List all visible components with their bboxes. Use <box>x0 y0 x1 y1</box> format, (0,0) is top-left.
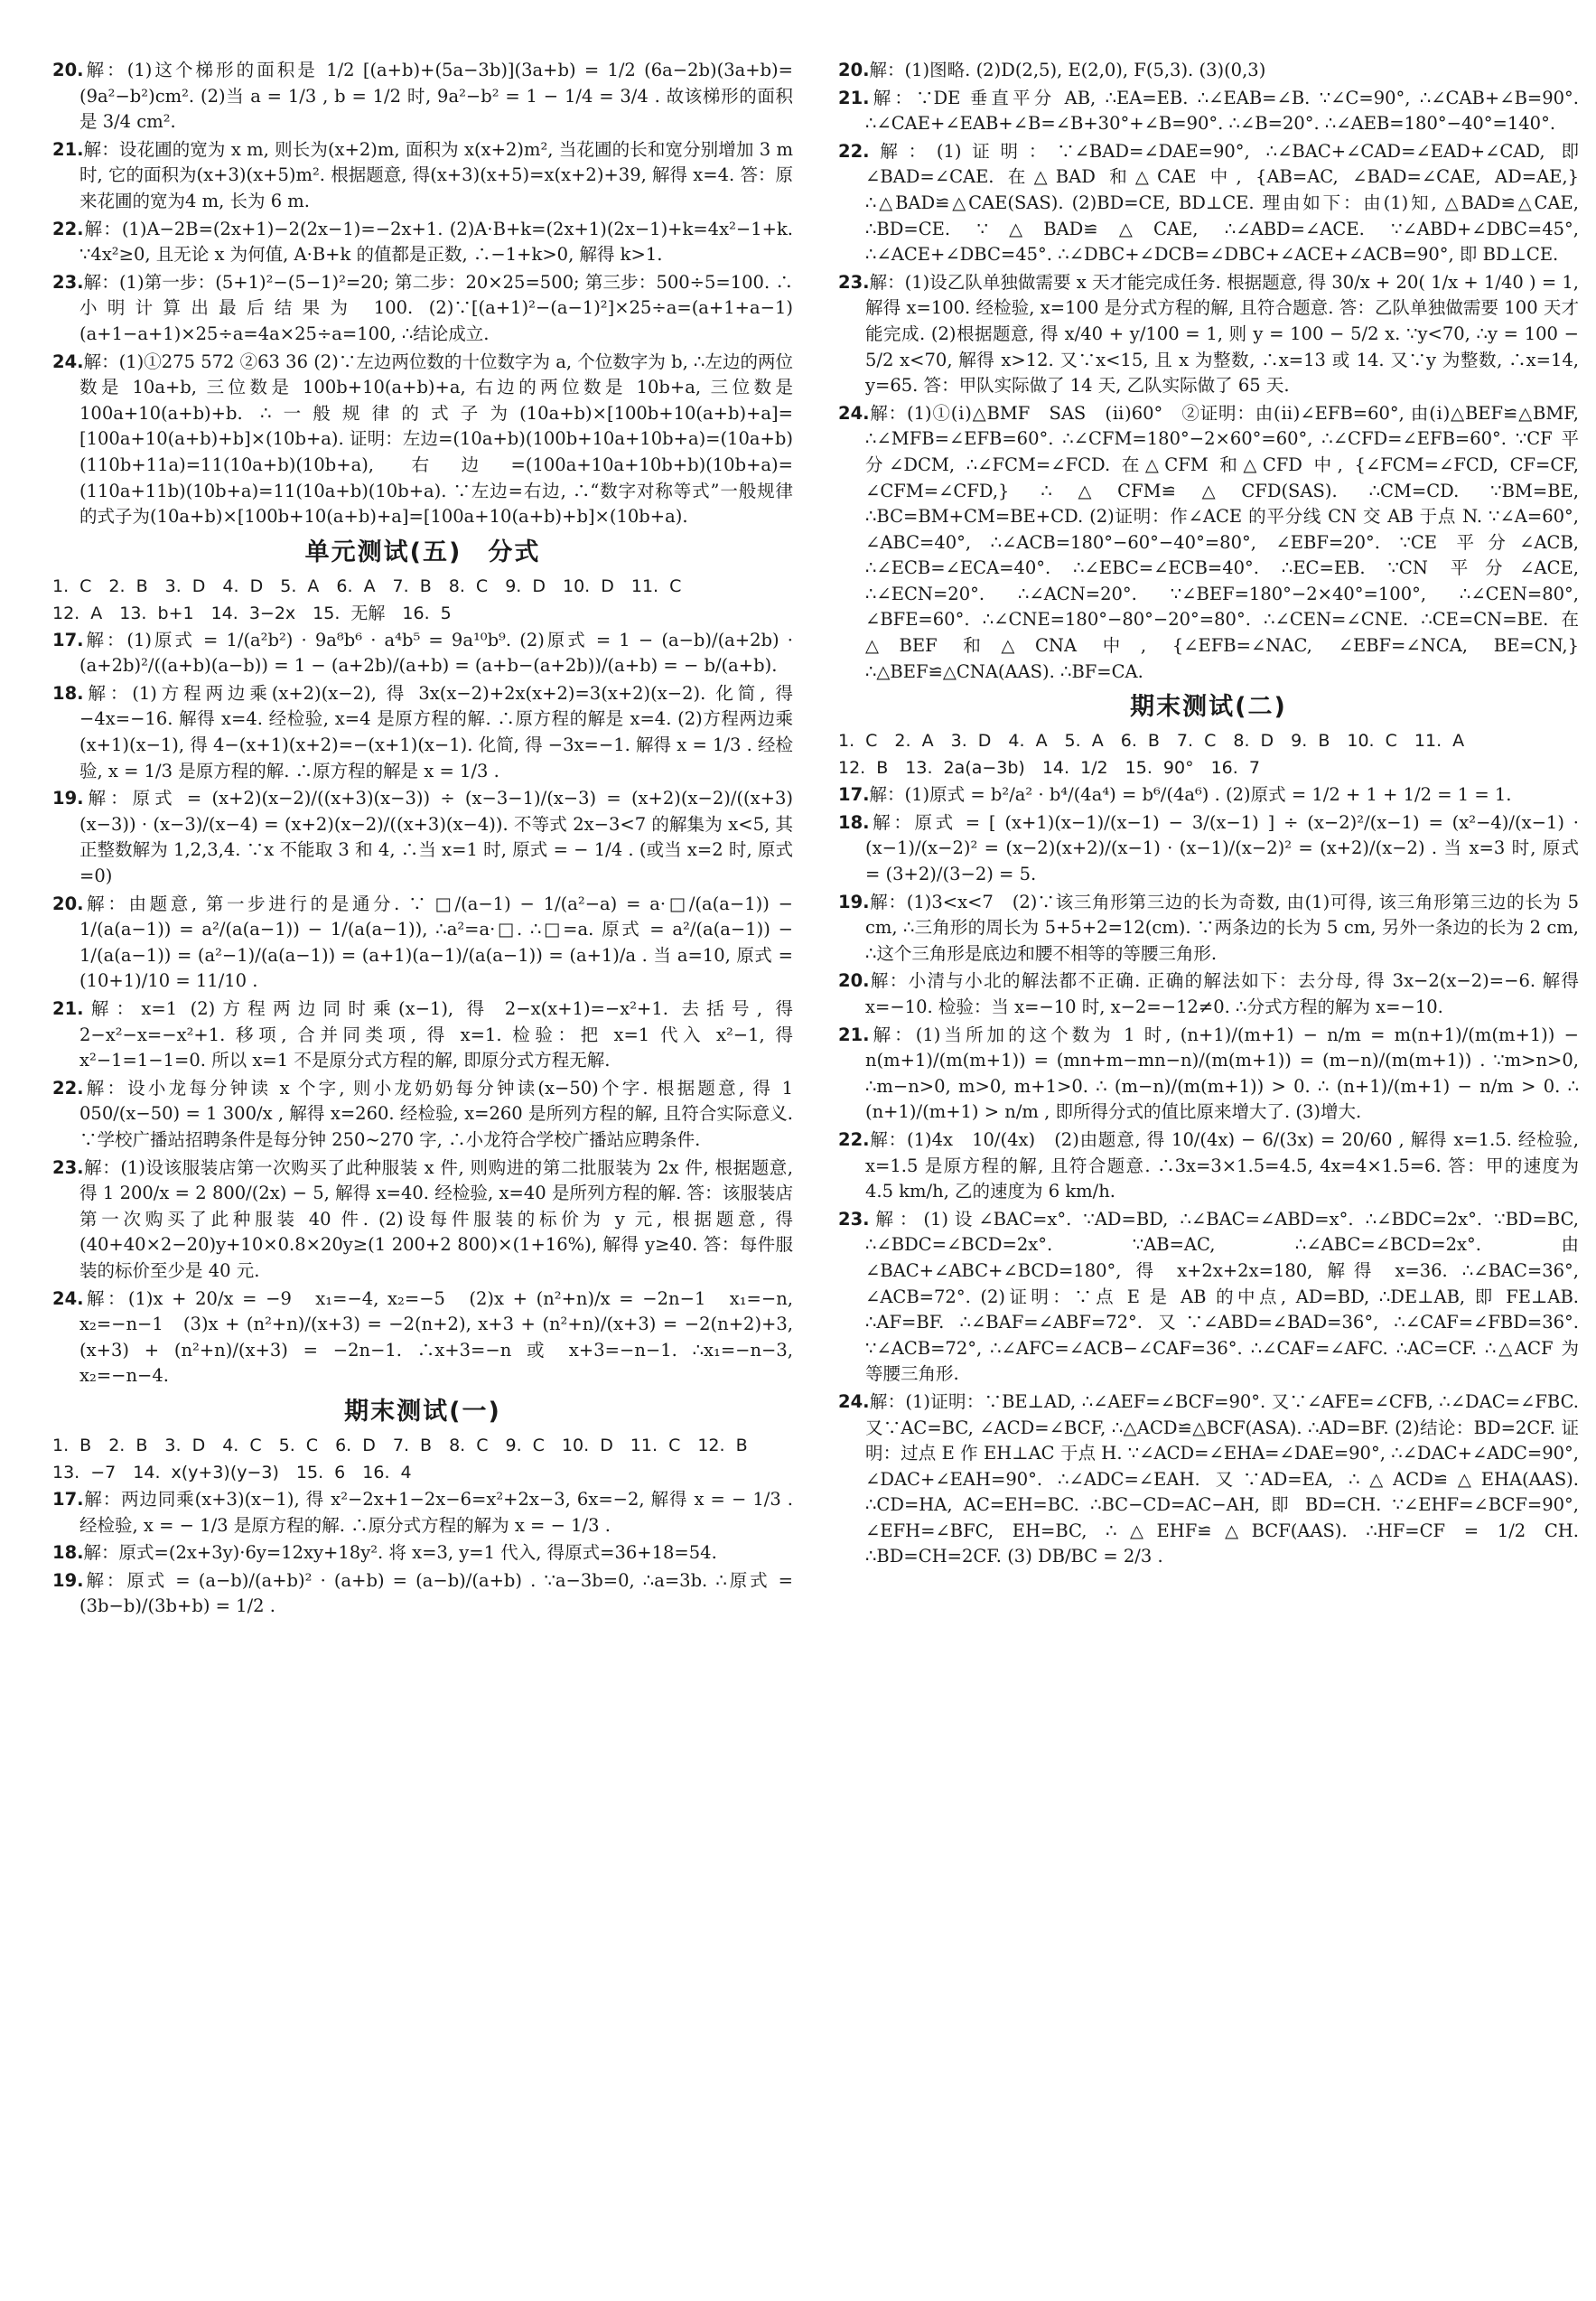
answer-key-row: 12. B 13. 2a(a−3b) 14. 1/2 15. 90° 16. 7 <box>838 758 1260 779</box>
problem-number: 22. <box>52 218 84 239</box>
solution-text: 解：设小龙每分钟读 x 个字, 则小龙奶奶每分钟读(x−50)个字. 根据题意, 得 1 050/(x−50) = 1 300/x , 解得 x=260. 经检验, x=260 是所列方程的解, 且符合实际意义. ∵学校广播站招聘条件是每分钟 250~270 字, ∴小龙符合学校广播站应聘条件. <box>79 1077 793 1150</box>
solution-paragraph <box>52 1487 793 1539</box>
section-heading: 期末测试(一) <box>344 1397 501 1426</box>
solution-text: 解：(1)①275 572 ②63 36 (2)∵左边两位数的十位数字为 a, 个位数字为 b, ∴左边的两位数是 10a+b, 三位数是 100b+10(a+b)+a, 右边的两位数是 10b+a, 三位数是 100a+10(a+b)+b. ∴一般规律的式子为(10a+b)×[100b+10(a+b)+a]=[100a+10(a+b)+b]×(10b+a). 证明：左边=(10a+b)(100b+10a+10b+a)=(10a+b)(110b+11a)=11(10a+b)(10b+a), 右边=(100a+10a+10b+b)(10b+a)=(110a+11b)(10b+a)=11(10a+b)(10b+a). ∵左边=右边, ∴“数字对称等式”一般规律的式子为(10a+b)×[100b+10(a+b)+a]=[100a+10(a+b)+b]×(10b+a). <box>79 351 793 528</box>
problem-number: 18. <box>52 682 84 704</box>
solution-paragraph <box>838 782 1579 809</box>
solution-text: 解：(1)设乙队单独做需要 x 天才能完成任务. 根据题意, 得 30/x + 20( 1/x + 1/40 ) = 1, 解得 x=100. 经检验, x=100 是分式方程的解, 且符合题意. 答：乙队单独做需要 100 天才能完成. (2)根据题意, 得 x/40 + y/100 = 1, 则 y = 100 − 5/2 x. ∵y<70, ∴y = 100 − 5/2 x<70, 解得 x>12. 又∵x<15, 且 x 为整数, ∴x=13 或 14. 又∵y 为整数, ∴x=14, y=65. 答：甲队实际做了 14 天, 乙队实际做了 65 天. <box>865 271 1579 397</box>
problem-number: 24. <box>52 351 84 372</box>
section-heading: 期末测试(二) <box>1130 693 1287 722</box>
solution-text: 解：(1)证明：∵BE⊥AD, ∴∠AEF=∠BCF=90°. 又∵∠AFE=∠CFB, ∴∠DAC=∠FBC. 又∵AC=BC, ∠ACD=∠BCF, ∴△ACD≌△BCF(ASA). ∴AD=BF. (2)结论：BD=2CF. 证明：过点 E 作 EH⊥AC 于点 H. ∵∠ACD=∠EHA=∠DAE=90°, ∴∠DAC+∠ADC=90°, ∠DAC+∠EAH=90°. ∴∠ADC=∠EAH. 又∵AD=EA, ∴△ACD≌△EHA(AAS). ∴CD=HA, AC=EH=BC. ∴BC−CD=AC−AH, 即 BD=CH. ∵∠EHF=∠BCF=90°, ∠EFH=∠BFC, EH=BC, ∴△EHF≌△BCF(AAS). ∴HF=CF = 1/2 CH. ∴BD=CH=2CF. (3) DB/BC = 2/3 . <box>865 1390 1579 1567</box>
problem-number: 18. <box>52 1542 84 1564</box>
problem-number: 22. <box>52 1077 84 1099</box>
solution-text: 解：(1)图略. (2)D(2,5), E(2,0), F(5,3). (3)(0,3) <box>869 60 1266 80</box>
solution-text: 解：设花圃的宽为 x m, 则长为(x+2)m, 面积为 x(x+2)m², 当花圃的长和宽分别增加 3 m 时, 它的面积为(x+3)(x+5)m². 根据题意, 得(x+3)(x+5)=x(x+2)+39, 解得 x=4. 答：原来花圃的宽为4 m, 长为 6 m. <box>79 138 793 211</box>
problem-number: 23. <box>52 1156 84 1178</box>
solution-paragraph <box>838 58 1579 84</box>
problem-number: 18. <box>838 811 870 833</box>
solution-text: 解：(1)①(ⅰ)△BMF SAS (ⅱ)60° ②证明：由(ⅱ)∠EFB=60°, 由(ⅰ)△BEF≌△BMF, ∴∠MFB=∠EFB=60°. ∴∠CFM=180°−2×60°=60°, ∴∠CFD=∠EFB=60°. ∵CF 平分∠DCM, ∴∠FCM=∠FCD. 在△CFM 和△CFD 中, {∠FCM=∠FCD, CF=CF, ∠CFM=∠CFD,} ∴△CFM≌△CFD(SAS). ∴CM=CD. ∵BM=BE, ∴BC=BM+CM=BE+CD. (2)证明：作∠ACE 的平分线 CN 交 AB 于点 N. ∵∠A=60°, ∠ABC=40°, ∴∠ACB=180°−60°−40°=80°, ∠EBF=20°. ∵CE 平分∠ACB, ∴∠ECB=∠ECA=40°. ∴∠EBC=∠ECB=40°. ∴EC=EB. ∵CN 平分∠ACE, ∴∠ECN=20°. ∴∠ACN=20°. ∵∠BEF=180°−2×40°=100°, ∴∠CEN=80°, ∠BFE=60°. ∴∠CNE=180°−80°−20°=80°. ∴∠CEN=∠CNE. ∴CE=CN=BE. 在△BEF 和△CNA 中, {∠EFB=∠NAC, ∠EBF=∠NCA, BE=CN,} ∴△BEF≌△CNA(AAS). ∴BF=CA. <box>865 402 1579 682</box>
solution-text: 解：(1)x + 20/x = −9 x₁=−4, x₂=−5 (2)x + (n²+n)/x = −2n−1 x₁=−n, x₂=−n−1 (3)x + (n²+n)/(x+3) = −2(n+2), x+3 + (n²+n)/(x+3) = −2(n+2)+3, (x+3) + (n²+n)/(x+3) = −2n−1. ∴x+3=−n 或 x+3=−n−1. ∴x₁=−n−3, x₂=−n−4. <box>79 1287 793 1387</box>
solution-paragraph <box>52 1540 793 1567</box>
problem-number: 24. <box>838 1390 870 1412</box>
section-heading: 单元测试(五) 分式 <box>304 538 541 566</box>
answer-key-row: 1. C 2. A 3. D 4. A 5. A 6. B 7. C 8. D 9. B 10. C 11. A <box>838 731 1465 752</box>
solution-text: 解：(1)A−2B=(2x+1)−2(2x−1)=−2x+1. (2)A·B+k=(2x+1)(2x−1)+k=4x²−1+k. ∵4x²≥0, 且无论 x 为何值, A·B+k 的值都是正数, ∴−1+k>0, 解得 k>1. <box>79 218 793 266</box>
solution-paragraph <box>52 996 793 1074</box>
solution-paragraph <box>838 890 1579 968</box>
solution-text: 解：(1)原式 = 1/(a²b²) · 9a⁸b⁶ · a⁴b⁵ = 9a¹⁰b⁹. (2)原式 = 1 − (a−b)/(a+2b) · (a+2b)²/((a+b)(a−b)) = 1 − (a+2b)/(a+b) = (a+b−(a+2b))/(a+b) = − b/(a+b). <box>79 629 793 677</box>
right-column <box>838 58 1579 1572</box>
problem-number: 21. <box>52 138 84 160</box>
solution-text: 解：由题意, 第一步进行的是通分. ∵ □/(a−1) − 1/(a²−a) = a·□/(a(a−1)) − 1/(a(a−1)) = a²/(a(a−1)) − 1/(a(a−1)), ∴a²=a·□. ∴□=a. 原式 = a²/(a(a−1)) − 1/(a(a−1)) = (a²−1)/(a(a−1)) = (a+1)(a−1)/(a(a−1)) = (a+1)/a . 当 a=10, 原式 = (10+1)/10 = 11/10 . <box>79 893 793 992</box>
problem-number: 20. <box>52 893 84 914</box>
problem-number: 20. <box>838 970 870 992</box>
solution-paragraph <box>838 968 1579 1020</box>
problem-number: 21. <box>52 998 84 1019</box>
solution-paragraph <box>838 1389 1579 1570</box>
solution-paragraph <box>838 1127 1579 1205</box>
problem-number: 20. <box>838 60 870 80</box>
problem-number: 23. <box>838 271 870 293</box>
problem-number: 24. <box>52 1287 84 1309</box>
solution-text: 解：(1)4x 10/(4x) (2)由题意, 得 10/(4x) − 6/(3x) = 20/60 , 解得 x=1.5. 经检验, x=1.5 是原方程的解, 且符合题意. ∴3x=3×1.5=4.5, 4x=4×1.5=6. 答：甲的速度为 4.5 km/h, 乙的速度为 6 km/h. <box>865 1128 1579 1202</box>
problem-number: 17. <box>52 1488 84 1510</box>
answer-key-row: 1. C 2. B 3. D 4. D 5. A 6. A 7. B 8. C 9. D 10. D 11. C <box>52 575 682 596</box>
solution-text: 解：(1)设∠BAC=x°. ∵AD=BD, ∴∠BAC=∠ABD=x°. ∴∠BDC=2x°. ∵BD=BC, ∴∠BDC=∠BCD=2x°. ∵AB=AC, ∴∠ABC=∠BCD=2x°. 由∠BAC+∠ABC+∠BCD=180°, 得 x+2x+2x=180, 解得 x=36. ∴∠BAC=36°, ∠ACB=72°. (2)证明：∵点 E 是 AB 的中点, AD=BD, ∴DE⊥AB, 即 FE⊥AB. ∴AF=BF. ∴∠BAF=∠ABF=72°. 又∵∠ABD=∠BAD=36°, ∴∠CAF=∠FBD=36°. ∵∠ACB=72°, ∴∠AFC=∠ACB−∠CAF=36°. ∴∠CAF=∠AFC. ∴AC=CF. ∴△ACF 为等腰三角形. <box>865 1208 1579 1385</box>
solution-paragraph <box>838 1023 1579 1126</box>
left-column <box>52 58 793 1622</box>
solution-paragraph <box>52 270 793 348</box>
problem-number: 22. <box>838 140 870 162</box>
solution-paragraph <box>838 401 1579 686</box>
problem-number: 19. <box>52 788 84 809</box>
solution-paragraph <box>52 892 793 995</box>
solution-text: 解：(1)原式 = b²/a² · b⁴/(4a⁴) = b⁶/(4a⁶) . (2)原式 = 1/2 + 1 + 1/2 = 1 = 1. <box>869 784 1512 806</box>
solution-text: 解：(1)方程两边乘(x+2)(x−2), 得 3x(x−2)+2x(x+2)=3(x+2)(x−2). 化简, 得 −4x=−16. 解得 x=4. 经检验, x=4 是原方程的解. ∴原方程的解是 x=4. (2)方程两边乘(x+1)(x−1), 得 4−(x+1)(x+2)=−(x+1)(x−1). 化简, 得 −3x=−1. 解得 x = 1/3 . 经检验, x = 1/3 是原方程的解. ∴原方程的解是 x = 1/3 . <box>79 682 793 781</box>
solution-text: 解：(1)设该服装店第一次购买了此种服装 x 件, 则购进的第二批服装为 2x 件, 根据题意, 得 1 200/x = 2 800/(2x) − 5, 解得 x=40. 经检验, x=40 是所列方程的解. 答：该服装店第一次购买了此种服装 40 件. (2)设每件服装的标价为 y 元, 根据题意, 得(40+40×2−20)y+10×0.8×20y≥(1 200+2 800)×(1+16%), 解得 y≥40. 答：每件服装的标价至少是 40 元. <box>79 1156 793 1281</box>
solution-paragraph <box>838 810 1579 888</box>
problem-number: 21. <box>838 1024 870 1045</box>
solution-paragraph <box>52 681 793 784</box>
problem-number: 21. <box>838 87 870 108</box>
answer-key-row: 12. A 13. b+1 14. 3−2x 15. 无解 16. 5 <box>52 603 452 623</box>
solution-paragraph <box>838 139 1579 268</box>
solution-paragraph <box>52 350 793 530</box>
solution-text: 解：(1)当所加的这个数为 1 时, (n+1)/(m+1) − n/m = m(n+1)/(m(m+1)) − n(m+1)/(m(m+1)) = (mn+m−mn−n)/(m(m+1)) = (m−n)/(m(m+1)) . ∵m>n>0, ∴m−n>0, m>0, m+1>0. ∴ (m−n)/(m(m+1)) > 0. ∴ (n+1)/(m+1) − n/m > 0. ∴ (n+1)/(m+1) > n/m , 即所得分式的值比原来增大了. (3)增大. <box>865 1024 1579 1123</box>
solution-paragraph <box>52 1155 793 1285</box>
problem-number: 23. <box>52 271 84 293</box>
solution-text: 解：(1)这个梯形的面积是 1/2 [(a+b)+(5a−3b)](3a+b) = 1/2 (6a−2b)(3a+b)=(9a²−b²)cm². (2)当 a = 1/3 , b = 1/2 时, 9a²−b² = 1 − 1/4 = 3/4 . 故该梯形的面积是 3/4 cm². <box>79 60 793 133</box>
answer-key-row: 1. B 2. B 3. D 4. C 5. C 6. D 7. B 8. C 9. C 10. D 11. C 12. B <box>52 1435 748 1455</box>
solution-text: 解：原式 = (x+2)(x−2)/((x+3)(x−3)) ÷ (x−3−1)/(x−3) = (x+2)(x−2)/((x+3)(x−3)) · (x−3)/(x−4) = (x+2)(x−2)/((x+3)(x−4)). 不等式 2x−3<7 的解集为 x<5, 其正整数解为 1,2,3,4. ∵x 不能取 3 和 4, ∴当 x=1 时, 原式 = − 1/4 . (或当 x=2 时, 原式=0) <box>79 788 793 887</box>
solution-text: 解：原式=(2x+3y)·6y=12xy+18y². 将 x=3, y=1 代入, 得原式=36+18=54. <box>83 1542 717 1564</box>
problem-number: 19. <box>838 891 870 912</box>
problem-number: 23. <box>838 1208 870 1230</box>
solution-paragraph <box>52 137 793 215</box>
problem-number: 19. <box>52 1569 84 1591</box>
solution-paragraph <box>52 1076 793 1154</box>
solution-text: 解：原式 = (a−b)/(a+b)² · (a+b) = (a−b)/(a+b) . ∵a−3b=0, ∴a=3b. ∴原式 = (3b−b)/(3b+b) = 1/2 . <box>79 1569 793 1617</box>
problem-number: 17. <box>838 784 870 806</box>
solution-paragraph <box>52 1286 793 1389</box>
solution-text: 解：(1)第一步：(5+1)²−(5−1)²=20; 第二步：20×25=500; 第三步：500÷5=100. ∴小明计算出最后结果为 100. (2)∵[(a+1)²−(a−1)²]×25÷a=(a+1+a−1)(a+1−a+1)×25÷a=4a×25÷a=100, ∴结论成立. <box>79 271 793 344</box>
solution-paragraph <box>52 786 793 889</box>
answer-key-row: 13. −7 14. x(y+3)(y−3) 15. 6 16. 4 <box>52 1462 412 1483</box>
solution-text: 解：(1)证明：∵∠BAD=∠DAE=90°, ∴∠BAC+∠CAD=∠EAD+∠CAD, 即∠BAD=∠CAE. 在△BAD 和△CAE 中, {AB=AC, ∠BAD=∠CAE, AD=AE,} ∴△BAD≌△CAE(SAS). (2)BD=CE, BD⊥CE. 理由如下：由(1)知, △BAD≌△CAE, ∴BD=CE. ∵△BAD≌△CAE, ∴∠ABD=∠ACE. ∵∠ABD+∠DBC=45°, ∴∠ACE+∠DBC=45°. ∴∠DBC+∠DCB=∠DBC+∠ACE+∠ACB=90°, 即 BD⊥CE. <box>865 140 1579 266</box>
problem-number: 17. <box>52 629 84 650</box>
solution-text: 解：原式 = [ (x+1)(x−1)/(x−1) − 3/(x−1) ] ÷ (x−2)²/(x−1) = (x²−4)/(x−1) · (x−1)/(x−2)² = (x−2)(x+2)/(x−1) · (x−1)/(x−2)² = (x+2)/(x−2) . 当 x=3 时, 原式 = (3+2)/(3−2) = 5. <box>865 811 1579 885</box>
problem-number: 20. <box>52 60 84 80</box>
solution-text: 解：小清与小北的解法都不正确. 正确的解法如下：去分母, 得 3x−2(x−2)=−6. 解得 x=−10. 检验：当 x=−10 时, x−2=−12≠0. ∴分式方程的解为 x=−10. <box>865 970 1579 1017</box>
solution-paragraph <box>52 58 793 136</box>
solution-paragraph <box>838 1207 1579 1388</box>
solution-paragraph <box>52 628 793 679</box>
solution-text: 解：(1)3<x<7 (2)∵该三角形第三边的长为奇数, 由(1)可得, 该三角形第三边的长为 5 cm, ∴三角形的周长为 5+5+2=12(cm). ∵两条边的长为 5 cm, 另外一条边的长为 2 cm, ∴这个三角形是底边和腰不相等的等腰三角形. <box>865 891 1579 964</box>
problem-number: 24. <box>838 402 870 424</box>
problem-number: 22. <box>838 1128 870 1150</box>
solution-paragraph <box>52 1568 793 1620</box>
solution-paragraph <box>838 270 1579 399</box>
solution-text: 解：两边同乘(x+3)(x−1), 得 x²−2x+1−2x−6=x²+2x−3, 6x=−2, 解得 x = − 1/3 . 经检验, x = − 1/3 是原方程的解. ∴原分式方程的解为 x = − 1/3 . <box>79 1488 793 1536</box>
solution-paragraph <box>838 86 1579 137</box>
solution-text: 解：x=1 (2)方程两边同时乘(x−1), 得 2−x(x+1)=−x²+1. 去括号, 得 2−x²−x=−x²+1. 移项, 合并同类项, 得 x=1. 检验：把 x=1 代入 x²−1, 得 x²−1=1−1=0. 所以 x=1 不是原分式方程的解, 即原分式方程无解. <box>79 998 793 1071</box>
solution-paragraph <box>52 217 793 268</box>
solution-text: 解：∵DE 垂直平分 AB, ∴EA=EB. ∴∠EAB=∠B. ∵∠C=90°, ∴∠CAB+∠B=90°. ∴∠CAE+∠EAB+∠B=∠B+30°+∠B=90°. ∴∠B=20°. ∴∠AEB=180°−40°=140°. <box>865 87 1579 135</box>
